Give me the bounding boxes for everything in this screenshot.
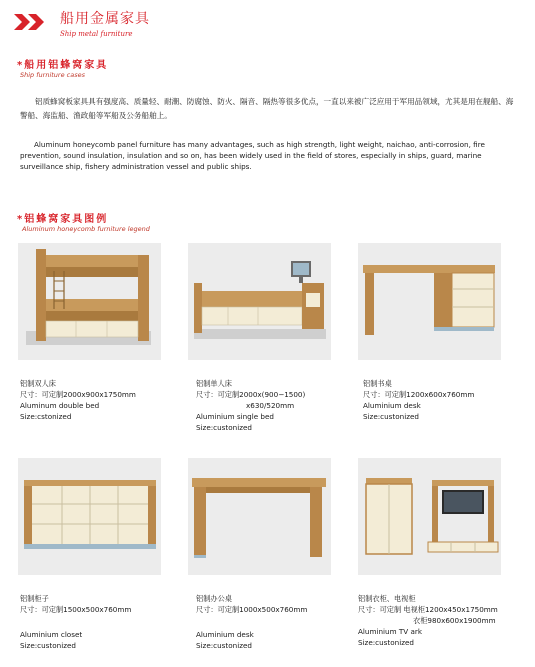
product-name-en: Aluminium closet bbox=[20, 630, 83, 639]
product-caption-closet bbox=[20, 593, 131, 651]
product-size-cn: 尺寸：可定制1500x500x760mm bbox=[20, 605, 132, 614]
product-name-en: Aluminium desk bbox=[196, 630, 254, 639]
page-title: 船用金属家具 bbox=[60, 11, 150, 27]
product-name-cn: 铝制双人床 bbox=[20, 379, 56, 388]
section-title-cases: *船用铝蜂窝家具 bbox=[17, 60, 109, 71]
chevron-right-icon bbox=[14, 12, 48, 32]
intro-paragraph-cn: 铝质蜂窝板家具具有强度高、质量轻、耐潮、防腐蚀、防火、隔音、隔热等很多优点，一直以来被广泛应用于军用品领域，尤其是用在舰船、海警船、海监船、渔政船等军船及公务船舶上。 bbox=[20, 97, 514, 120]
product-name-cn: 铝制柜子 bbox=[20, 594, 49, 603]
product-image-desk bbox=[358, 243, 501, 360]
double-bed-icon bbox=[18, 243, 161, 360]
product-caption-desk bbox=[363, 378, 474, 422]
product-name-cn: 铝制书桌 bbox=[363, 379, 392, 388]
product-image-wardrobe-tv bbox=[358, 458, 501, 575]
desk-icon bbox=[358, 243, 501, 360]
product-caption-wardrobe-tv bbox=[358, 593, 498, 648]
product-image-single-bed bbox=[188, 243, 331, 360]
product-caption-single-bed bbox=[196, 378, 305, 433]
section-subtitle-legend: Aluminum honeycomb furniture legend bbox=[22, 225, 150, 233]
product-image-closet bbox=[18, 458, 161, 575]
product-size-en: Size:custonized bbox=[20, 641, 76, 650]
product-image-office-desk bbox=[188, 458, 331, 575]
single-bed-icon bbox=[188, 243, 331, 360]
product-size-cn: 尺寸：可定制 电视柜1200x450x1750mm bbox=[358, 605, 498, 614]
product-size-cn: 尺寸：可定制1200x600x760mm bbox=[363, 390, 475, 399]
product-size-cn-line2: 衣柜980x600x1900mm bbox=[413, 616, 496, 625]
closet-icon bbox=[18, 458, 161, 575]
product-name-cn: 铝制单人床 bbox=[196, 379, 232, 388]
product-size-en: Size:custonized bbox=[358, 638, 414, 647]
product-name-en: Aluminum double bed bbox=[20, 401, 100, 410]
product-caption-double-bed bbox=[20, 378, 136, 422]
product-size-cn: 尺寸：可定制2000x900x1750mm bbox=[20, 390, 136, 399]
wardrobe-tv-icon bbox=[358, 458, 501, 575]
product-size-en: Size:custonized bbox=[196, 641, 252, 650]
product-size-en: Size:custonized bbox=[196, 423, 252, 432]
section-title-legend: *铝蜂窝家具图例 bbox=[17, 214, 109, 225]
intro-paragraph-en: Aluminum honeycomb panel furniture has many advantages, such as high strength, light weight, naichao, anti-corrosion, fire prevention, sound insulation, insulation and so on, has been widely used in the field of stores, especially in ships, guard, marine surveillance ship, fishery administration vessel and public ships. bbox=[20, 140, 485, 171]
product-size-cn-line2: x630/520mm bbox=[246, 401, 295, 410]
product-name-en: Aluminium TV ark bbox=[358, 627, 422, 636]
office-desk-icon bbox=[188, 458, 331, 575]
product-name-en: Aluminium desk bbox=[363, 401, 421, 410]
product-caption-office-desk bbox=[196, 593, 307, 651]
product-name-en: Aluminium single bed bbox=[196, 412, 274, 421]
product-size-en: Size:custonized bbox=[363, 412, 419, 421]
page-subtitle: Ship metal furniture bbox=[60, 30, 133, 38]
product-image-double-bed bbox=[18, 243, 161, 360]
product-size-en: Size:cstonized bbox=[20, 412, 72, 421]
product-name-cn: 铝制办公桌 bbox=[196, 594, 232, 603]
product-size-cn: 尺寸：可定制1000x500x760mm bbox=[196, 605, 308, 614]
product-size-cn: 尺寸：可定制2000x(900−1500) bbox=[196, 390, 306, 399]
product-name-cn: 铝制衣柜、电视柜 bbox=[358, 594, 416, 603]
section-subtitle-cases: Ship furniture cases bbox=[20, 71, 85, 79]
